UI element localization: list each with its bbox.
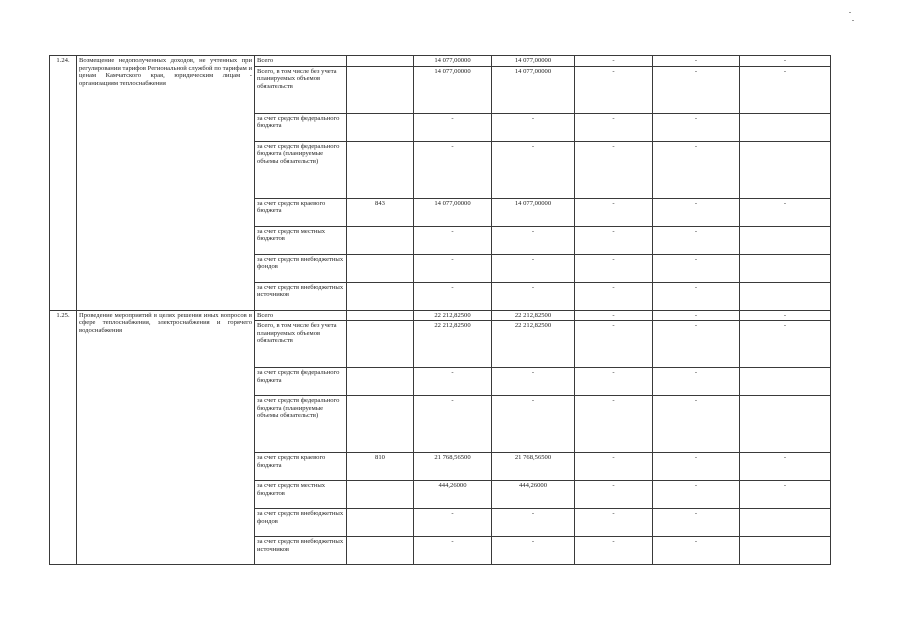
- year-amount-3: -: [653, 321, 740, 368]
- year-amount: -: [492, 396, 575, 453]
- year-amount: -: [492, 537, 575, 565]
- funding-source: за счет средств федерального бюджета: [255, 113, 347, 141]
- budget-code: [347, 310, 414, 321]
- year-amount-2: -: [575, 537, 653, 565]
- year-amount: 22 212,82500: [492, 321, 575, 368]
- year-amount-3: -: [653, 226, 740, 254]
- year-amount: 14 077,00000: [492, 66, 575, 113]
- year-amount-2: -: [575, 396, 653, 453]
- year-amount: -: [492, 113, 575, 141]
- year-amount: -: [492, 254, 575, 282]
- year-amount-3: -: [653, 56, 740, 67]
- total-amount: -: [414, 509, 492, 537]
- year-amount: -: [492, 282, 575, 310]
- budget-code: [347, 321, 414, 368]
- year-amount-3: -: [653, 509, 740, 537]
- year-amount-4: [740, 282, 831, 310]
- budget-code: [347, 368, 414, 396]
- scan-speck: [852, 20, 854, 21]
- year-amount-3: -: [653, 66, 740, 113]
- table-row: [50, 56, 831, 67]
- year-amount: -: [492, 226, 575, 254]
- year-amount-4: [740, 509, 831, 537]
- year-amount-4: [740, 396, 831, 453]
- year-amount-2: -: [575, 282, 653, 310]
- table-row: [50, 310, 831, 321]
- row-number: 1.24.: [50, 56, 77, 311]
- total-amount: -: [414, 226, 492, 254]
- budget-code: [347, 396, 414, 453]
- year-amount-3: -: [653, 141, 740, 198]
- year-amount-4: [740, 254, 831, 282]
- year-amount-3: -: [653, 113, 740, 141]
- year-amount-3: -: [653, 368, 740, 396]
- budget-code: [347, 537, 414, 565]
- budget-code: [347, 481, 414, 509]
- total-amount: 444,26000: [414, 481, 492, 509]
- total-amount: -: [414, 537, 492, 565]
- year-amount: -: [492, 509, 575, 537]
- year-amount-4: [740, 537, 831, 565]
- measure-title: Возмещение недополученных доходов, не учтенных при регулировании тарифов Региональной службой по тарифам и ценам Камчатского края, юридическим лицам - организациям теплоснабжения: [77, 56, 255, 311]
- budget-code: [347, 226, 414, 254]
- budget-table: [49, 55, 831, 565]
- year-amount-4: [740, 368, 831, 396]
- year-amount: -: [492, 141, 575, 198]
- year-amount-2: -: [575, 481, 653, 509]
- year-amount-2: -: [575, 226, 653, 254]
- funding-source: Всего, в том числе без учета планируемых объемов обязательств: [255, 66, 347, 113]
- year-amount: -: [492, 368, 575, 396]
- year-amount-2: -: [575, 198, 653, 226]
- year-amount-3: -: [653, 537, 740, 565]
- budget-code: 843: [347, 198, 414, 226]
- funding-source: за счет средств федерального бюджета (планируемые объемы обязательств): [255, 141, 347, 198]
- total-amount: -: [414, 113, 492, 141]
- year-amount-2: -: [575, 66, 653, 113]
- funding-source: за счет средств внебюджетных источников: [255, 537, 347, 565]
- year-amount-2: -: [575, 254, 653, 282]
- year-amount: 22 212,82500: [492, 310, 575, 321]
- year-amount-2: -: [575, 509, 653, 537]
- year-amount-2: -: [575, 368, 653, 396]
- year-amount-3: -: [653, 481, 740, 509]
- year-amount-2: -: [575, 453, 653, 481]
- funding-source: за счет средств краевого бюджета: [255, 198, 347, 226]
- total-amount: 21 768,56500: [414, 453, 492, 481]
- total-amount: -: [414, 282, 492, 310]
- scan-speck: [849, 12, 851, 13]
- total-amount: -: [414, 141, 492, 198]
- funding-source: за счет средств внебюджетных источников: [255, 282, 347, 310]
- year-amount-4: -: [740, 310, 831, 321]
- funding-source: за счет средств местных бюджетов: [255, 481, 347, 509]
- year-amount-3: -: [653, 310, 740, 321]
- funding-source: за счет средств внебюджетных фондов: [255, 509, 347, 537]
- year-amount-4: -: [740, 56, 831, 67]
- funding-source: за счет средств федерального бюджета (планируемые объемы обязательств): [255, 396, 347, 453]
- total-amount: 14 077,00000: [414, 66, 492, 113]
- year-amount-3: -: [653, 453, 740, 481]
- year-amount-2: -: [575, 141, 653, 198]
- budget-code: [347, 56, 414, 67]
- year-amount-3: -: [653, 396, 740, 453]
- total-amount: 22 212,82500: [414, 321, 492, 368]
- year-amount: 444,26000: [492, 481, 575, 509]
- total-amount: 14 077,00000: [414, 198, 492, 226]
- total-amount: -: [414, 368, 492, 396]
- year-amount-4: -: [740, 481, 831, 509]
- budget-code: [347, 282, 414, 310]
- year-amount-2: -: [575, 113, 653, 141]
- year-amount-2: -: [575, 56, 653, 67]
- year-amount-3: -: [653, 198, 740, 226]
- funding-source: за счет средств местных бюджетов: [255, 226, 347, 254]
- year-amount-4: [740, 141, 831, 198]
- budget-code: [347, 113, 414, 141]
- total-amount: 22 212,82500: [414, 310, 492, 321]
- total-amount: -: [414, 254, 492, 282]
- funding-source: за счет средств краевого бюджета: [255, 453, 347, 481]
- budget-code: [347, 509, 414, 537]
- year-amount-4: -: [740, 66, 831, 113]
- year-amount: 14 077,00000: [492, 56, 575, 67]
- year-amount: 21 768,56500: [492, 453, 575, 481]
- budget-code: [347, 141, 414, 198]
- funding-source: Всего: [255, 310, 347, 321]
- budget-code: [347, 254, 414, 282]
- year-amount-4: -: [740, 453, 831, 481]
- total-amount: 14 077,00000: [414, 56, 492, 67]
- year-amount-3: -: [653, 282, 740, 310]
- funding-source: за счет средств внебюджетных фондов: [255, 254, 347, 282]
- funding-source: Всего, в том числе без учета планируемых объемов обязательств: [255, 321, 347, 368]
- year-amount-4: -: [740, 321, 831, 368]
- year-amount-3: -: [653, 254, 740, 282]
- funding-source: за счет средств федерального бюджета: [255, 368, 347, 396]
- year-amount-4: [740, 113, 831, 141]
- budget-code: 810: [347, 453, 414, 481]
- year-amount-2: -: [575, 310, 653, 321]
- year-amount-2: -: [575, 321, 653, 368]
- year-amount: 14 077,00000: [492, 198, 575, 226]
- total-amount: -: [414, 396, 492, 453]
- measure-title: Проведение мероприятий в целях решения иных вопросов в сфере теплоснабжения, электроснабжения и горячего водоснабжения: [77, 310, 255, 565]
- funding-source: Всего: [255, 56, 347, 67]
- row-number: 1.25.: [50, 310, 77, 565]
- year-amount-4: [740, 226, 831, 254]
- budget-code: [347, 66, 414, 113]
- year-amount-4: -: [740, 198, 831, 226]
